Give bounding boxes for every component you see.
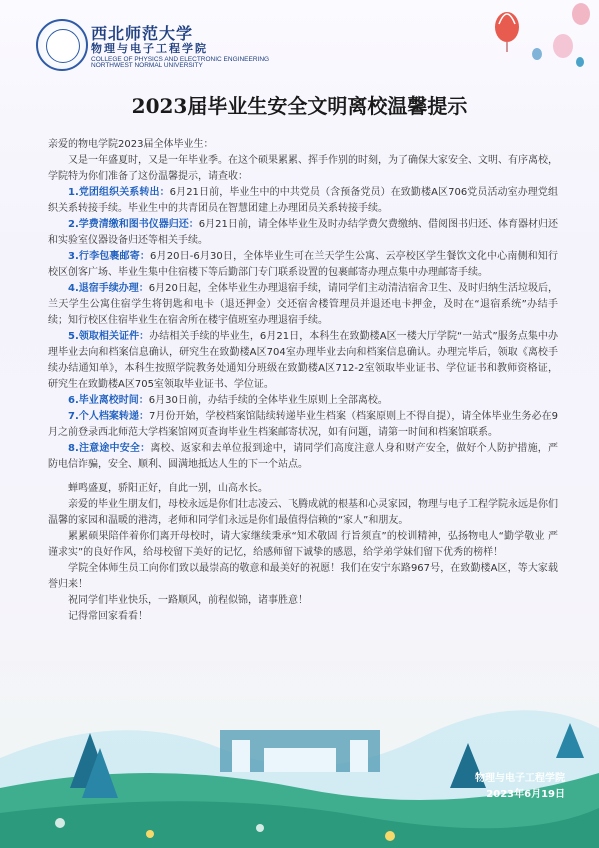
signature-date: 2023年6月19日 (486, 789, 565, 800)
item-text: 6月20日-6月30日，全体毕业生可在兰天学生公寓、云亭校区学生餐饮文化中心南侧和知行校区创客广场、毕业生集中住宿楼下等后勤部门专门联系设置的包裹邮寄办理点集中办理邮寄手续。 (48, 251, 558, 278)
closing-paragraph: 记得常回家看看！ (68, 611, 148, 622)
item-label: 8.注意途中安全： (68, 443, 151, 454)
item-text: 6月21日前，毕业生中的中共党员（含预备党员）在致勤楼A区706党员活动室办理党组织关系转接手续。毕业生中的共青团员在智慧团建上办理团员关系转接手续。 (48, 187, 558, 214)
college-name-en: COLLEGE OF PHYSICS AND ELECTRONIC ENGINEERING (91, 56, 270, 63)
list-item (48, 217, 558, 249)
list-item (48, 249, 558, 281)
list-item (48, 329, 558, 393)
balloons-icon (479, 0, 599, 90)
list-item (48, 409, 558, 441)
header (0, 0, 599, 90)
school-name: 西北师范大学 (91, 24, 194, 43)
list-item (48, 441, 558, 473)
college-name: 物理与电子工程学院 (91, 42, 208, 55)
campus-landscape-icon (0, 638, 599, 848)
item-label: 4.退宿手续办理： (68, 283, 149, 294)
item-text: 6月20日起，全体毕业生办理退宿手续，请同学们主动清洁宿舍卫生、及时归纳生活垃圾后，兰天学生公寓住宿学生将钥匙和电卡（退还押金）交还宿舍楼管理员并退还电卡押金，及时在“退宿系统”办结手续；知行校区住宿毕业生在宿舍所在楼宇值班室办理退宿手续。 (48, 283, 558, 326)
item-label: 6.毕业离校时间： (68, 395, 149, 406)
intro-paragraph: 又是一年盛夏时，又是一年毕业季。在这个硕果累累、挥手作别的时刻，为了确保大家安全、文明、有序离校，学院特为你们准备了这份温馨提示，请查收： (48, 155, 558, 182)
closing-paragraph: 祝同学们毕业快乐，一路顺风，前程似锦，诸事胜意！ (68, 595, 308, 606)
item-text: 6月30日前，办结手续的全体毕业生原则上全部离校。 (148, 395, 388, 406)
closing-paragraph: 累累硕果陪伴着你们离开母校时，请大家继续秉承“知术敬固 行旨须直”的校训精神，弘扬物电人“勤学敬业 严谨求实”的良好作风，给母校留下美好的记忆，给感师留下诚挚的感恩，给学弟学妹们留下优秀的榜样！ (48, 531, 558, 558)
university-name-en: NORTHWEST NORMAL UNIVERSITY (91, 62, 203, 69)
item-text: 7月份开始，学校档案馆陆续转递毕业生档案（档案原则上不得自提），请全体毕业生务必在9月之前登录西北师范大学档案馆网页查询毕业生档案邮寄状况，如有问题，请第一时间和档案馆联系。 (48, 411, 558, 438)
closing-paragraph: 蝉鸣盛夏，骄阳正好，自此一别，山高水长。 (68, 483, 268, 494)
closing-paragraph: 亲爱的毕业生朋友们，母校永远是你们壮志凌云、飞腾成就的根基和心灵家园，物理与电子工程学院永远是你们温馨的家园和温暖的港湾，老师和同学们永远是你们最值得信赖的“家人”和朋友。 (48, 499, 558, 526)
item-text: 办结相关手续的毕业生，6月21日，本科生在致勤楼A区一楼大厅学院“一站式”服务点集中办理毕业去向和档案信息确认，研究生在致勤楼A区704室办理毕业去向和档案信息确认。办理完毕后，领取《离校手续办结通知单》，本科生按照学院教务处通知分班级在致勤楼A区712-2室领取毕业证书、学位证书和教师资格证，研究生在致勤楼A区705室领取毕业证书、学位证。 (48, 331, 558, 390)
closing-paragraph: 学院全体师生员工向你们致以最崇高的敬意和最美好的祝愿！我们在安宁东路967号，在致勤楼A区，等大家载誉归来！ (48, 563, 558, 590)
notice-body (48, 137, 558, 625)
greeting: 亲爱的物电学院2023届全体毕业生： (48, 139, 214, 150)
item-label: 3.行李包裹邮寄： (68, 251, 151, 262)
page-title: 2023届毕业生安全文明离校温馨提示 (131, 94, 468, 118)
signature-org: 物理与电子工程学院 (475, 773, 565, 784)
list-item (48, 393, 558, 409)
item-text: 离校、返家和去单位报到途中，请同学们高度注意人身和财产安全，做好个人防护措施，严防电信诈骗，安全、顺利、圆满地抵达人生的下一个站点。 (48, 443, 559, 470)
closing-section (48, 481, 558, 625)
university-logo-icon (36, 19, 88, 71)
item-label: 2.学费清缴和图书仪器归还： (68, 219, 199, 230)
list-item (48, 281, 558, 329)
item-label: 1.党团组织关系转出： (68, 187, 170, 198)
item-label: 5.领取相关证件： (68, 331, 150, 342)
item-label: 7.个人档案转递： (68, 411, 150, 422)
list-item (48, 185, 558, 217)
signature (475, 771, 565, 803)
item-text: 6月21日前，请全体毕业生及时办结学费欠费缴纳、借阅图书归还、体育器材归还和实验室仪器设备归还等相关手续。 (48, 219, 558, 246)
